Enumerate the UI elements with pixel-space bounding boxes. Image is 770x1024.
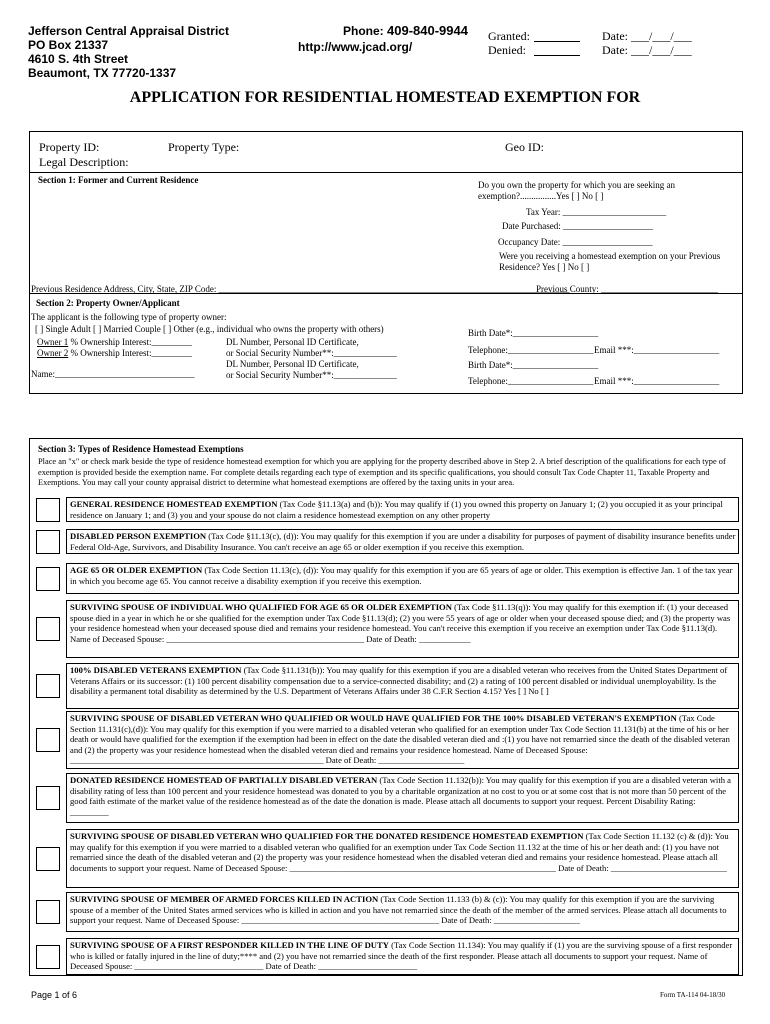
dl-number-1b: or Social Security Number**:______________	[226, 348, 397, 358]
receiving-question-line2: Residence? Yes [ ] No [ ]	[499, 262, 590, 272]
exemption-checkbox[interactable]	[36, 530, 60, 554]
granted-line	[534, 41, 580, 42]
exemption-description	[66, 829, 739, 888]
exemption-title: GENERAL RESIDENCE HOMESTEAD EXEMPTION	[70, 499, 278, 509]
exemption-checkbox[interactable]	[36, 945, 60, 969]
exemption-text: (Tax Code §11.13(c), (d)): You may qualify for this exemption if you are under a disability for purposes of payment of disability insurance benefits under Federal Old-Age, Survivors, and Disability Insurance. You can't receive an age 65 or older exemption if you receive this exemption.	[70, 531, 736, 552]
website: http://www.jcad.org/	[298, 40, 413, 54]
exemption-text: (Tax Code §11.131(b)): You may qualify for this exemption if you are a disabled veteran who receives from the United States Department of Veterans Affairs or its successor: (1) 100 percent disability compensation due to a service-connected disability; and (2) a rating of 100 percent disabled or individual unemployability. Is the disability a permanent total disability as determined by the U.S. Department of Veterans Affairs under 38 C.F.R Section 4.15? Yes [ ] No [ ]	[70, 665, 728, 696]
telephone-1: Telephone:___________________	[468, 345, 594, 355]
exemption-text: (Tax Code Section 11.13(c), (d)): You may qualify for this exemption if you are 65 years of age or older. This exemption is effective Jan. 1 of the tax year in which you become age 65. You cannot receive a disability exemption if you receive this exemption.	[70, 565, 733, 586]
granted-date: Date: ___/___/___	[602, 29, 692, 43]
property-id-label: Property ID:	[39, 140, 100, 154]
email-1: Email ***:___________________	[594, 345, 720, 355]
section2-heading: Section 2: Property Owner/Applicant	[36, 298, 180, 308]
owner2-line	[37, 348, 192, 359]
street-address: 4610 S. 4th Street	[28, 52, 129, 66]
date-purchased-field: Date Purchased: ____________________	[502, 221, 653, 231]
exemption-title: DISABLED PERSON EXEMPTION	[70, 531, 207, 541]
receiving-question-line1: Were you receiving a homestead exemption on your Previous	[499, 251, 721, 261]
exemption-title: SURVIVING SPOUSE OF DISABLED VETERAN WHO QUALIFIED OR WOULD HAVE QUALIFIED FOR THE 100% DISABLED VETERAN'S EXEMPTION	[70, 713, 677, 723]
exemption-title: SURVIVING SPOUSE OF DISABLED VETERAN WHO QUALIFIED FOR THE DONATED RESIDENCE HOMESTEAD EXEMPTION	[70, 831, 584, 841]
exemption-checkbox[interactable]	[36, 900, 60, 924]
geo-id-label: Geo ID:	[505, 140, 544, 154]
owner1-line	[37, 337, 192, 348]
exemption-checkbox[interactable]	[36, 847, 60, 871]
granted-label: Granted:	[488, 29, 530, 43]
email-2: Email ***:___________________	[594, 376, 720, 386]
owner1-interest: % Ownership Interest:_________	[68, 337, 192, 347]
dl-number-2a: DL Number, Personal ID Certificate,	[226, 359, 359, 369]
section3-intro: Place an "x" or check mark beside the type of residence homestead exemption for which you are applying for the property described above in Step 2. A brief description of the qualifications for each type of exemption is provided beside the exemption name. For complete details regarding each type of exemption and its specific qualifications, you should consult Tax Code Chapter 11, Taxable Property and Exemptions. You may call your county appraisal district to determine what homestead exemptions are offered by the taxing units in your area.	[38, 457, 726, 487]
occupancy-date-field: Occupancy Date: ____________________	[498, 237, 653, 247]
exemption-checkbox[interactable]	[36, 498, 60, 522]
telephone-2: Telephone:___________________	[468, 376, 594, 386]
exemption-checkbox[interactable]	[36, 728, 60, 752]
page-number: Page 1 of 6	[31, 990, 78, 1000]
form-id: Form TA-114 04-18/30	[660, 991, 726, 999]
exemption-description	[66, 773, 739, 823]
dl-number-2b: or Social Security Number**:______________	[226, 370, 397, 380]
denied-label: Denied:	[488, 43, 526, 57]
exemption-description	[66, 563, 739, 594]
exemption-title: DONATED RESIDENCE HOMESTEAD OF PARTIALLY DISABLED VETERAN	[70, 775, 378, 785]
exemption-description	[66, 663, 739, 709]
legal-description-label: Legal Description:	[39, 155, 129, 169]
exemption-title: SURVIVING SPOUSE OF INDIVIDUAL WHO QUALIFIED FOR AGE 65 OR OLDER EXEMPTION	[70, 602, 452, 612]
exemption-description	[66, 600, 739, 658]
exemption-text: (Tax Code Section 11.133 (b) & (c)): You may qualify for this exemption if you are the surviving spouse of a member of the United States armed services who is killed in action and you have not remarried since the death of the member of the armed services. Please attach all documents to support your request. Name of Deceased Spouse: ______________________________________________ Date of Death: ____________________	[70, 894, 727, 925]
po-box: PO Box 21337	[28, 38, 109, 52]
exemption-text: (Tax Code §11.13(a) and (b)): You may qualify if (1) you owned this property on January 1; (2) you occupied it as your principal residence on January 1; and (3) you and your spouse do not claim a residence homestead exemption on any other property	[70, 499, 723, 520]
own-question-line2: exemption?................Yes [ ] No [ ]	[478, 191, 604, 201]
exemption-title: AGE 65 OR OLDER EXEMPTION	[70, 565, 203, 575]
name-field: Name:_______________________________	[31, 369, 195, 379]
exemption-title: SURVIVING SPOUSE OF A FIRST RESPONDER KILLED IN THE LINE OF DUTY	[70, 940, 389, 950]
form-title: APPLICATION FOR RESIDENTIAL HOMESTEAD EXEMPTION FOR	[129, 89, 641, 106]
owner2-interest: % Ownership Interest:_________	[68, 348, 192, 358]
property-box	[29, 131, 743, 173]
exemption-text: (Tax Code Section 11.134): You may qualify if (1) you are the surviving spouse of a first responder who is killed or fatally injured in the line of duty;**** and (2) you have not remarried since the death of the first responder. Please attach all documents to support your request. Name of Deceased Spouse: ______________________________ Date of Death: _______________________	[70, 940, 733, 971]
exemption-text: (Tax Code Section 11.132 (c) & (d)): You may qualify for this exemption if you were married to a disabled veteran who qualified for an exemption under Tax Code Section 11.132 at the time of his or her death and: (1) you have not remarried since the death of the disabled veteran and (2) the property was your residence homestead when the disabled veteran died and remains your residence homestead. Please attach all documents to support your request. Name of Deceased Spouse: ______________________________________________________________ Date of Death: ___________________________	[70, 831, 729, 873]
denied-date: Date: ___/___/___	[602, 43, 692, 57]
property-type-label: Property Type:	[168, 140, 240, 154]
district-name: Jefferson Central Appraisal District	[28, 24, 229, 38]
city-state-zip: Beaumont, TX 77720-1337	[28, 66, 177, 80]
phone-line	[343, 24, 468, 38]
exemption-checkbox[interactable]	[36, 617, 60, 641]
exemption-text: (Tax Code §11.13(q)): You may qualify for this exemption if: (1) your deceased spouse died in a year in which he or she qualified for the exemption under Tax Code §11.13(d); (2) you were 55 years of age or older when your deceased spouse died; and (3) the property was your residence homestead when your deceased spouse died and remains your residence homestead. You can't receive this exemption if you receive an exemption under Tax Code §11.13(d). Name of Deceased Spouse: ______________________________________________ Date of Death: ____________	[70, 602, 731, 644]
birth-date-1: Birth Date*:___________________	[468, 328, 599, 338]
exemption-text: (Tax Code Section 11.132(b)): You may qualify for this exemption if you are a disabled veteran with a disability rating of less than 100 percent and your residence homestead was donated to you by a charitable organization at no cost to you or at some cost that is not more than 50 percent of the good faith estimate of the market value of the residence homestead as of the date the donation is made. Please attach all documents to support your request. Percent Disability Rating: _________	[70, 775, 731, 817]
owner-type-intro: The applicant is the following type of property owner:	[31, 312, 227, 322]
birth-date-2: Birth Date*:___________________	[468, 360, 599, 370]
exemption-description	[66, 711, 739, 769]
exemption-description	[66, 938, 739, 975]
exemption-checkbox[interactable]	[36, 674, 60, 698]
phone-label: Phone:	[343, 24, 384, 38]
sections-1-2-box	[29, 172, 743, 394]
previous-address-field: Previous Residence Address, City, State, ZIP Code: ______________________________________________________________________________	[31, 284, 570, 294]
exemption-text: (Tax Code Section 11.131(c),(d)): You may qualify for this exemption if you were married to a disabled veteran who qualified for an exemption under Tax Code Section 11.131(b) at the time of his or her death or would have qualified for the exemption if the exemption had been in effect on the date the disabled veteran died and :(1) you have not remarried since the death of the disabled veteran and (2) the property was your residence homestead when the disabled veteran died and remains your residence homestead. Name of Deceased Spouse: ___________________________________________________________ Date of Death: ____________________	[70, 713, 730, 765]
exemption-description	[66, 529, 739, 554]
exemption-title: 100% DISABLED VETERANS EXEMPTION	[70, 665, 242, 675]
owner1-label: Owner 1	[37, 337, 69, 347]
previous-county-field: Previous County: __________________________	[536, 284, 719, 294]
section-divider	[29, 293, 743, 294]
exemption-checkbox[interactable]	[36, 786, 60, 810]
phone-number: 409-840-9944	[387, 23, 468, 38]
section1-heading: Section 1: Former and Current Residence	[38, 175, 199, 185]
exemption-description	[66, 892, 739, 932]
exemption-description	[66, 497, 739, 522]
own-question-line1: Do you own the property for which you are seeking an	[478, 180, 675, 190]
section3-heading: Section 3: Types of Residence Homestead Exemptions	[38, 444, 244, 454]
owner2-label: Owner 2	[37, 348, 69, 358]
dl-number-1a: DL Number, Personal ID Certificate,	[226, 337, 359, 347]
tax-year-field: Tax Year: _______________________	[526, 207, 667, 217]
exemption-title: SURVIVING SPOUSE OF MEMBER OF ARMED FORCES KILLED IN ACTION	[70, 894, 379, 904]
exemption-checkbox[interactable]	[36, 567, 60, 591]
owner-type-options: [ ] Single Adult [ ] Married Couple [ ] Other (e.g., individual who owns the property with others)	[35, 324, 384, 334]
denied-line	[534, 55, 580, 56]
